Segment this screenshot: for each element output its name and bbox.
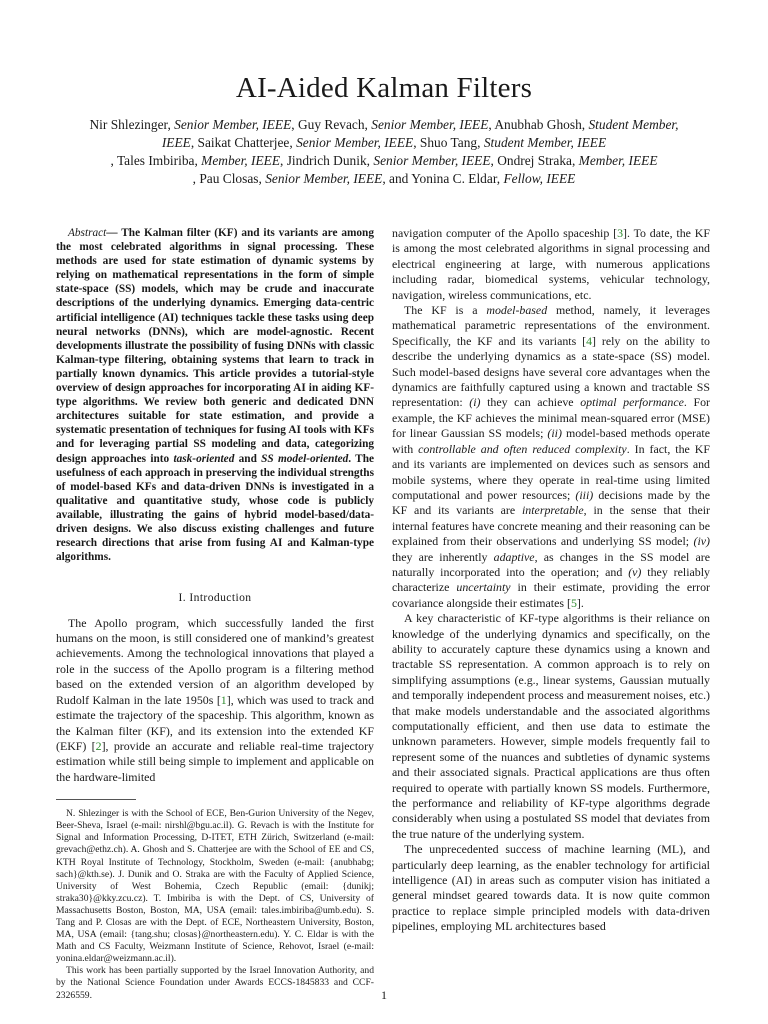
abstract-text: The Kalman filter (KF) and its variants are among the most celebrated algorithms in signal processing. These methods are used for state estimation of dynamic systems by relying on mathematical representations in the form of simple state-space (SS) models, which may be crude and inaccurate descriptions of the underlying dynamics. Emerging data-centric artificial intelligence (AI) techniques tackle these tasks using deep neural networks (DNNs), which are model-agnostic. Recent developments illustrate the possibility of fusing DNNs with classic Kalman-type filtering, obtaining systems that learn to track in partially known dynamics. This article provides a tutorial-style overview of design approaches for incorporating AI in aiding KF-type algorithms. We review both generic and dedicated DNN architectures suitable for state estimation, and provide a systematic presentation of techniques for fusing AI tools with KFs and for leveraging partial SS modeling and data, categorizing design approaches into [56,227,374,465]
author-membership: Senior Member, IEEE [296,135,414,150]
author-membership: Member, IEEE [578,153,658,168]
paragraph-text: model-based methods operate with [392,426,710,456]
paragraph-text: navigation computer of the Apollo spaceship [ [392,226,618,240]
paragraph-text: . For example, the KF achieves the minimal mean-squared error (MSE) for linear Gaussian SS models; [392,395,710,441]
right-column [392,226,710,935]
author-membership: Senior Member, IEEE [373,153,491,168]
paragraph-text: ], which was used to track and estimate the trajectory of the spaceship. This algorithm, known as the Kalman filter (KF), and its extension into the extended KF (EKF) [ [56,692,374,753]
footnote-divider [56,799,136,800]
paragraph-text: , in the sense that their internal features have concrete meaning and their reasoning can be explained from their observations and underlying SS model; [392,503,710,549]
author-membership: Member, IEEE [201,153,280,168]
paragraph-text: decisions made by the KF and its variants are [392,487,710,518]
emphasis: controllable and often reduced complexity [418,441,627,456]
abstract-label: Abstract [68,227,107,239]
author-name: , Jindrich Dunik, [280,153,371,168]
list-marker: (iii) [575,487,594,502]
body-paragraph [392,303,710,611]
body-paragraph: A key characteristic of KF-type algorithms is their reliance on knowledge of the underlying dynamics and specifically, on the ability to accurately capture these dynamics using a known and tractable SS representation. A common approach is to rely on simplifying assumptions (e.g., linear systems, Gaussian mutually and temporally independent process and measurement noises, etc.) that make models understandable and the associated algorithms computationally efficient, and then use data to estimate the unknown parameters. However, simple models frequently fail to represent some of the nuances and subtleties of dynamic systems and their associated signals. Practical applications are thus often required to operate with partially known SS models. Furthermore, the performance and reliability of KF-type algorithms degrade considerably when using a postulated SS model that deviates from the true nature of the underlying system. [392,611,710,841]
list-marker: (i) [469,395,481,410]
paragraph-text: they can achieve [480,395,581,410]
author-membership: Senior Member, IEEE [174,117,292,132]
author-name: , and Yonina C. Eldar, [382,171,501,186]
citation-link[interactable]: 4 [586,333,593,348]
citation-link[interactable]: 1 [220,692,227,707]
abstract-text: . The usefulness of each approach in preserving the individual strengths of model-based KFs and data-driven DNNs is investigated in a qualitative and quantitative study, whose code is publicly available, illustrating the gains of hybrid model-based/data-driven designs. We also discuss existing challenges and future research directions that arise from fusing AI and Kalman-type algorithms. [56,452,374,564]
author-name: , Shuo Tang, [413,135,481,150]
paragraph-text: . In fact, the KF and its variants are implemented on devices such as sensors and mobile systems, where they operate in real-time using limited computational and power resources; [392,441,710,502]
emphasis: optimal performance [580,395,684,410]
body-paragraph [392,226,710,303]
author-list [80,116,688,188]
citation-link[interactable]: 3 [617,226,624,240]
paper-title: AI-Aided Kalman Filters [235,72,533,104]
paragraph-text: method, namely, it leverages mathematical parametric representations of the environment. Specifically, the KF and its variants [ [392,303,710,348]
paragraph-text: ], provide an accurate and reliable real-time trajectory estimation while still being simple to implement and applicable on the hardware-limited [56,738,374,784]
author-membership: Student Member, IEEE [161,117,679,150]
body-paragraph: The unprecedented success of machine learning (ML), and particularly deep learning, as the enabler technology for artificial intelligence (AI) in areas such as computer vision has initiated a general mindset geared towards data. It is now quite common practice to replace simple principled models with data-driven pipelines, employing ML architectures based [392,842,710,934]
funding-footnote: This work has been partially supported by the Israel Innovation Authority, and by the National Science Foundation under Awards ECCS-1845833 and CCF-2326559. [56,965,374,1001]
list-marker: (ii) [547,426,562,441]
author-name: , Tales Imbiriba, [110,153,198,168]
author-name: , Guy Revach, [291,117,368,132]
abstract-text: and [234,452,262,465]
paragraph-text: ] rely on the ability to describe the underlying dynamics as a state-space (SS) model. Such model-based designs have several core advantages when the dynamics are faithfully captured using a known and tractable SS representation: [392,333,710,410]
paragraph-text: The KF is a [404,303,487,318]
intro-paragraph [56,616,374,785]
list-marker: (iv) [693,534,710,549]
abstract-dash: — [106,227,118,239]
abstract [56,226,374,564]
emphasis: uncertainty [456,580,511,595]
affiliation-footnote: N. Shlezinger is with the School of ECE, Ben-Gurion University of the Negev, Beer-Sheva, Israel (e-mail: nirshl@bgu.ac.il). G. Revach is with the Institute for Signal and Information Processing, D-ITET, ETH Zürich, Switzerland (e-mail: grevach@ethz.ch). A. Ghosh and S. Chatterjee are with the School of EE and CS, KTH Royal Institute of Technology, Stockholm, Sweden (e-mail: {anubhabg; sach}@kth.se). J. Dunik and O. Straka are with the Faculty of Applied Science, University of West Bohemia, Czech Republic (email: {dunikj; straka30}@kky.zcu.cz). T. Imbiriba is with the Dept. of CS, University of Massachusetts Boston, Boston, MA, USA (email: tales.imbiriba@umb.edu). S. Tang and P. Closas are with the Dept. of ECE, Northeastern University, Boston, MA, USA (email: {tang.shu; closas}@northeastern.edu). Y. C. Eldar is with the Math and CS Faculty, Weizmann Institute of Science, Rehovot, Israel (e-mail: yonina.eldar@weizmann.ac.il). [56,808,374,965]
author-name: , Anubhab Ghosh, [488,117,586,132]
author-name: , Pau Closas, [192,171,262,186]
author-membership: Senior Member, IEEE [265,171,383,186]
paragraph-text: they reliably characterize [392,564,710,595]
section-heading: I. Introduction [178,591,252,605]
author-name: , Ondrej Straka, [490,153,576,168]
author-name: Nir Shlezinger, [89,117,171,132]
emphasis: interpretable [521,503,584,518]
abstract-emphasis: SS model-oriented [261,452,349,465]
paragraph-text: ]. [576,595,584,610]
paragraph-text: in their estimate, providing the error covariance alongside their estimates [ [392,580,710,610]
citation-link[interactable]: 2 [95,738,102,753]
citation-link[interactable]: 5 [570,595,577,610]
paragraph-text: ]. To date, the KF is among the most celebrated algorithms in signal processing and electrical engineering at large, with numerous applications including radar, biomedical systems, vehicular technology, navigation, wireless communications, etc. [392,226,710,302]
paragraph-text: they are inherently [392,549,494,564]
page-number: 1 [381,988,387,1002]
author-membership: Student Member, IEEE [483,135,607,150]
list-marker: (v) [628,564,642,579]
author-membership: Senior Member, IEEE [371,117,489,132]
author-name: , Saikat Chatterjee, [190,135,293,150]
emphasis: adaptive [493,549,535,564]
paragraph-text: The Apollo program, which successfully landed the first humans on the moon, is still considered one of mankind’s greatest achievements. Among the technological innovations that played a role in the success of the Apollo program is a filtering method based on the extended version of an algorithm developed by Rudolf Kalman in the late 1950s [ [56,615,374,707]
abstract-emphasis: task-oriented [173,452,235,465]
paragraph-text: , as changes in the SS model are naturally incorporated into the operation; and [392,549,710,579]
author-membership: Fellow, IEEE [503,171,576,186]
left-column [56,226,374,1002]
emphasis: model-based [486,303,548,318]
